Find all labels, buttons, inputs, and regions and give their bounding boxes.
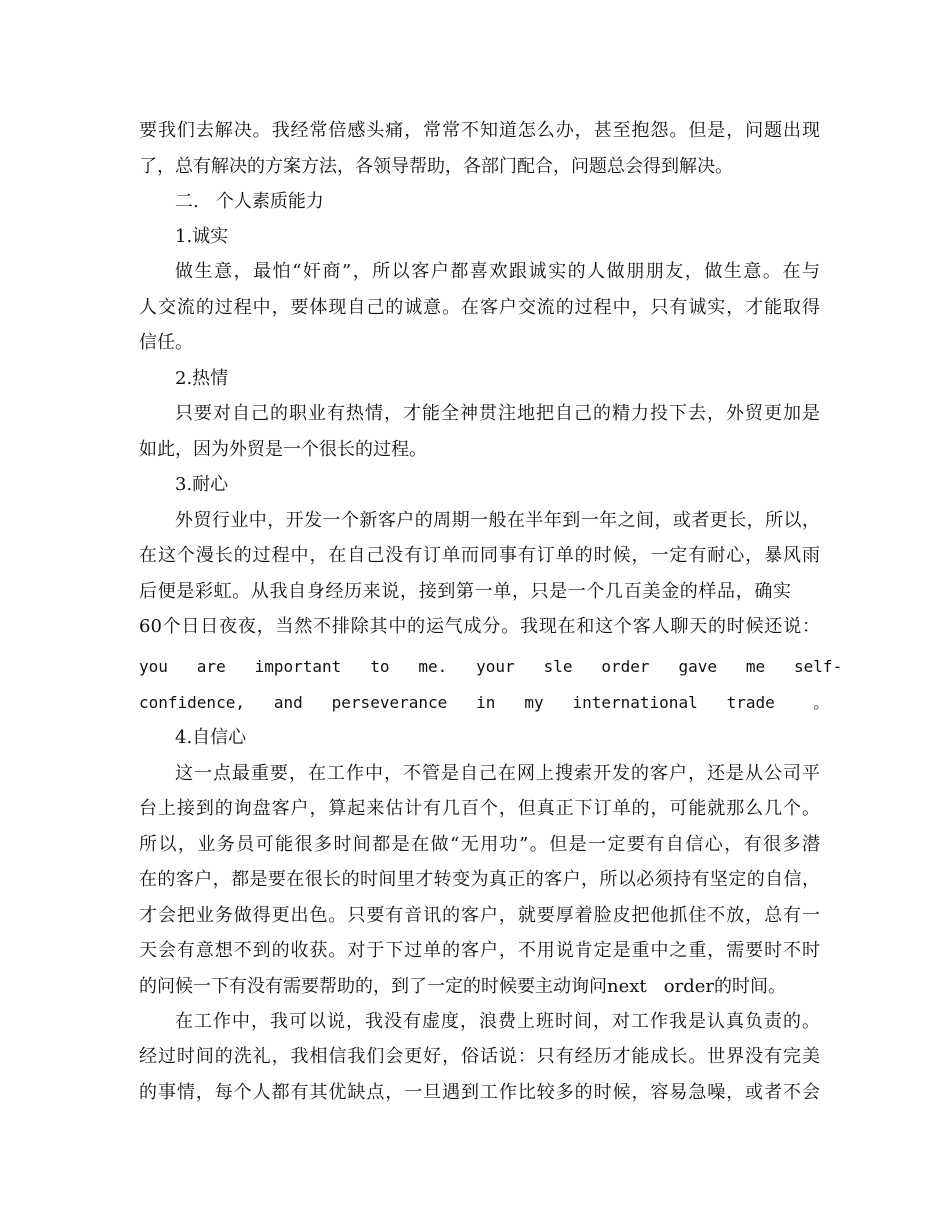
body-line: 只要对自己的职业有热情，才能全神贯注地把自己的精力投下去，外贸更加是 — [175, 403, 820, 424]
section-heading: 二. 个人素质能力 — [175, 191, 324, 212]
body-line: 做生意，最怕“奸商”，所以客户都喜欢跟诚实的人做朋朋友，做生意。在与 — [175, 261, 820, 282]
english-line: confidence, and perseverance in my international trade 。 — [139, 693, 830, 712]
body-line: 天会有意想不到的收获。对于下过单的客户，不用说肯定是重中之重，需要时不时 — [139, 940, 820, 961]
body-line: 台上接到的询盘客户，算起来估计有几百个，但真正下订单的，可能就那么几个。 — [139, 798, 820, 819]
body-line: 才会把业务做得更出色。只要有音讯的客户，就要厚着脸皮把他抓住不放，总有一 — [139, 905, 820, 926]
body-line: 信任。 — [139, 332, 193, 353]
body-line: 如此，因为外贸是一个很长的过程。 — [139, 439, 427, 460]
subsection-heading: 1.诚实 — [175, 226, 229, 247]
body-line: 60个日日夜夜，当然不排除其中的运气成分。我现在和这个客人聊天的时候还说： — [139, 616, 820, 637]
body-line: 经过时间的洗礼，我相信我们会更好，俗话说：只有经历才能成长。世界没有完美 — [139, 1046, 820, 1067]
body-line: 在这个漫长的过程中，在自己没有订单而同事有订单的时候，一定有耐心，暴风雨 — [139, 545, 820, 566]
body-line: 要我们去解决。我经常倍感头痛，常常不知道怎么办，甚至抱怨。但是，问题出现 — [139, 120, 820, 141]
subsection-heading: 4.自信心 — [175, 727, 247, 748]
body-line: 外贸行业中，开发一个新客户的周期一般在半年到一年之间，或者更长，所以， — [175, 510, 820, 531]
body-line: 所以，业务员可能很多时间都是在做“无用功”。但是一定要有自信心，有很多潜 — [139, 834, 820, 855]
body-line: 了，总有解决的方案方法，各领导帮助，各部门配合，问题总会得到解决。 — [139, 156, 733, 177]
body-line: 的事情，每个人都有其优缺点，一旦遇到工作比较多的时候，容易急噪，或者不会 — [139, 1082, 820, 1103]
body-line: 的问候一下有没有需要帮助的，到了一定的时候要主动询问next order的时间。 — [139, 976, 787, 997]
english-line: you are important to me. your sle order gave me self- — [139, 657, 843, 676]
body-line: 后便是彩虹。从我自身经历来说，接到第一单，只是一个几百美金的样品，确实 — [139, 581, 791, 602]
body-line: 在工作中，我可以说，我没有虚度，浪费上班时间，对工作我是认真负责的。 — [175, 1011, 820, 1032]
body-line: 这一点最重要，在工作中，不管是自己在网上搜索开发的客户，还是从公司平 — [175, 763, 820, 784]
subsection-heading: 2.热情 — [175, 368, 229, 389]
body-line: 人交流的过程中，要体现自己的诚意。在客户交流的过程中，只有诚实，才能取得 — [139, 297, 820, 318]
subsection-heading: 3.耐心 — [175, 474, 229, 495]
body-line: 在的客户，都是要在很长的时间里才转变为真正的客户，所以必须持有坚定的自信， — [139, 869, 820, 890]
